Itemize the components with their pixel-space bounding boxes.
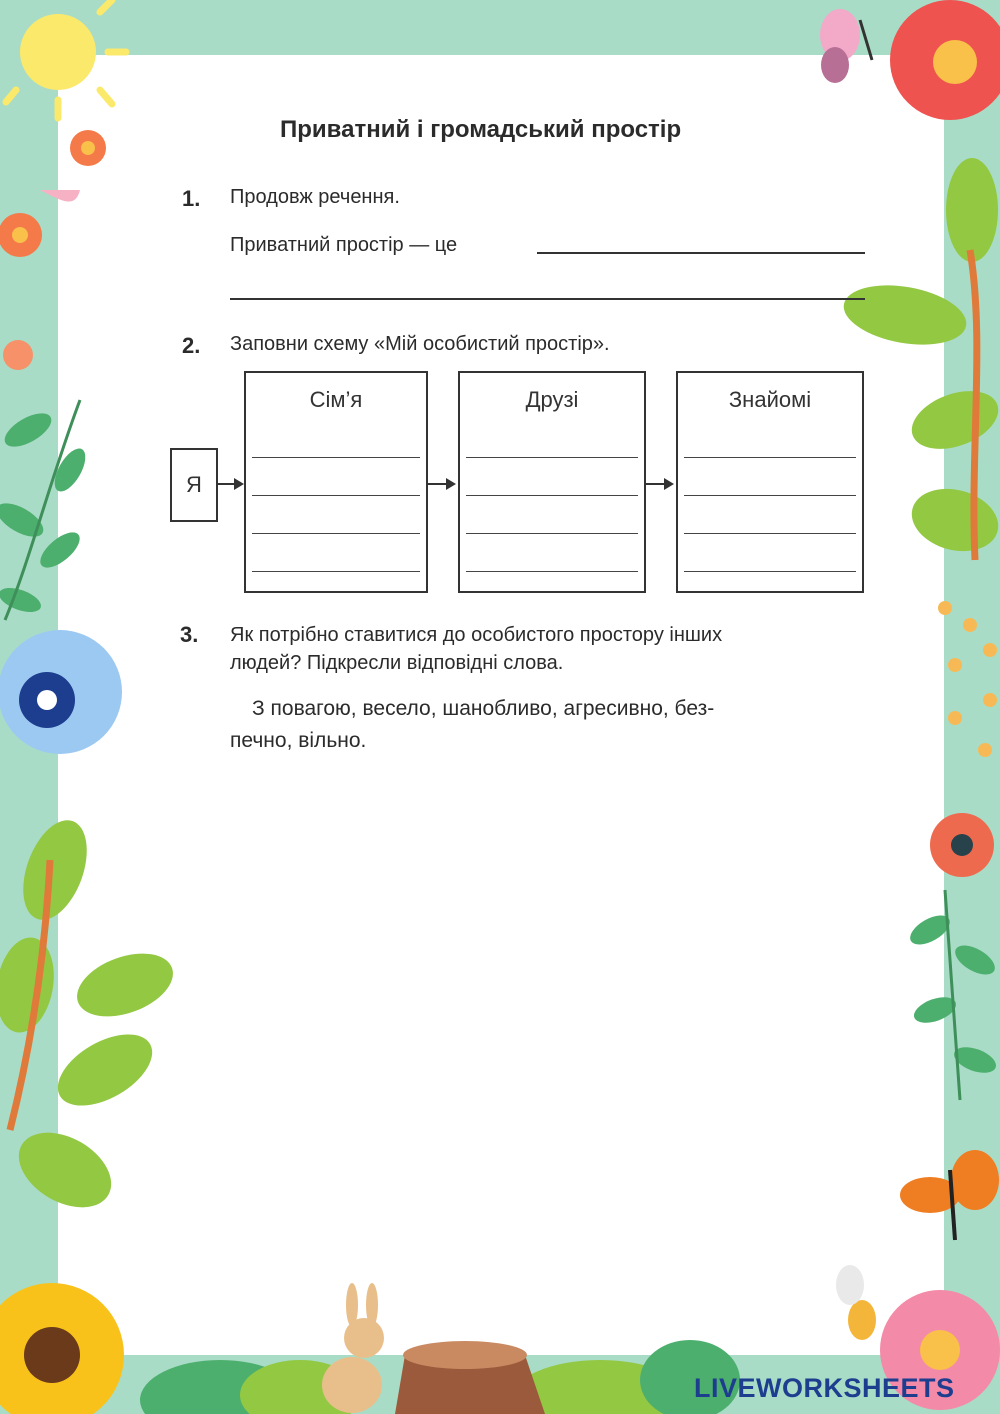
answer-line[interactable]	[466, 495, 638, 496]
task-1-instruction: Продовж речення.	[230, 186, 400, 208]
sun-icon	[6, 0, 126, 118]
green-leaves-icon	[0, 812, 182, 1223]
task-3-options-line-2[interactable]: печно, вільно.	[230, 729, 367, 752]
task-3-question-line-1: Як потрібно ставитися до особистого простору інших	[230, 624, 723, 646]
answer-line[interactable]	[466, 457, 638, 458]
answer-line[interactable]	[684, 495, 856, 496]
page-title: Приватний і громадський простір	[280, 116, 682, 143]
column-family-heading: Сім’я	[309, 387, 363, 412]
answer-line[interactable]	[252, 571, 420, 572]
task-3-number: 3.	[180, 622, 199, 647]
red-flower-icon	[890, 0, 1000, 120]
liveworksheets-logo: LIVEWORKSHEETS	[694, 1373, 955, 1403]
task-2-instruction: Заповни схему «Мій особистий простір».	[230, 333, 610, 355]
arrow-icon	[216, 483, 242, 485]
tree-stump-icon	[395, 1341, 545, 1414]
answer-line[interactable]	[684, 571, 856, 572]
butterfly-icon	[820, 9, 872, 83]
arrow-icon	[428, 483, 454, 485]
task-3-question-line-2: людей? Підкресли відповідні слова.	[230, 652, 564, 674]
rabbit-icon	[322, 1283, 384, 1413]
answer-line-1[interactable]	[537, 252, 865, 254]
column-friends-heading: Друзі	[525, 387, 579, 412]
answer-line[interactable]	[252, 533, 420, 534]
self-box: Я	[170, 448, 218, 522]
task-1-sentence-start: Приватний простір — це	[230, 234, 458, 256]
answer-line[interactable]	[252, 495, 420, 496]
answer-line-2[interactable]	[230, 298, 865, 300]
answer-line[interactable]	[684, 457, 856, 458]
sunflower-icon	[0, 1283, 124, 1414]
column-acquaintances-heading: Знайомі	[728, 387, 812, 412]
task-1-number: 1.	[182, 186, 201, 211]
answer-line[interactable]	[466, 533, 638, 534]
column-friends	[458, 371, 646, 593]
answer-line[interactable]	[252, 457, 420, 458]
column-family	[244, 371, 428, 593]
blue-flower-icon	[0, 630, 122, 754]
red-flower-icon	[930, 813, 994, 877]
orange-butterfly-icon	[900, 1150, 999, 1240]
answer-line[interactable]	[684, 533, 856, 534]
task-2-number: 2.	[182, 333, 201, 358]
column-acquaintances	[676, 371, 864, 593]
task-3-options-line-1[interactable]: З повагою, весело, шанобливо, агресивно, без-	[252, 697, 715, 720]
bee-icon	[836, 1265, 876, 1340]
arrow-icon	[646, 483, 672, 485]
green-leaves-icon	[0, 400, 92, 620]
answer-line[interactable]	[466, 571, 638, 572]
berries-icon	[938, 601, 997, 757]
orange-flower-icon	[0, 130, 106, 370]
green-leaves-icon	[905, 890, 999, 1100]
